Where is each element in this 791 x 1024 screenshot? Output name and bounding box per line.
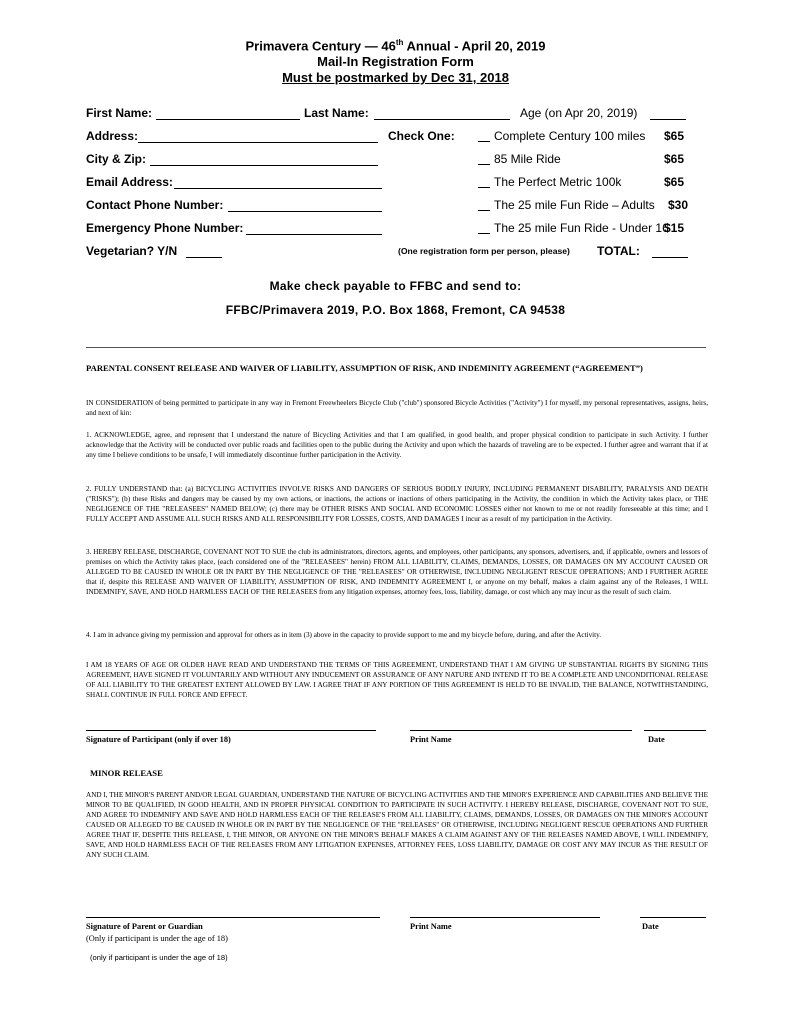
last-name-label: Last Name: — [304, 106, 369, 120]
vegetarian-label: Vegetarian? Y/N — [86, 244, 178, 258]
ride-option-fun-adults: The 25 mile Fun Ride – Adults — [494, 198, 655, 212]
emergency-phone-field[interactable] — [246, 234, 382, 235]
participant-signature-label: Signature of Participant (only if over 18) — [86, 735, 231, 744]
form-subtitle: Mail-In Registration Form — [317, 54, 474, 69]
contact-phone-field[interactable] — [228, 211, 382, 212]
mailing-address: FFBC/Primavera 2019, P.O. Box 1868, Fremont, CA 94538 — [225, 303, 566, 317]
title-superscript: th — [395, 38, 404, 47]
payment-instructions: Make check payable to FFBC and send to: — [269, 279, 522, 293]
age-label: Age (on Apr 20, 2019) — [520, 106, 638, 120]
address-label: Address: — [86, 129, 139, 143]
minor-release-title: MINOR RELEASE — [90, 768, 163, 778]
parent-date-label: Date — [642, 922, 659, 931]
last-name-field[interactable] — [374, 119, 510, 120]
city-zip-label: City & Zip: — [86, 152, 146, 166]
participant-print-name-line[interactable] — [410, 730, 632, 731]
city-zip-field[interactable] — [150, 165, 378, 166]
waiver-title: PARENTAL CONSENT RELEASE AND WAIVER OF LIABILITY, ASSUMPTION OF RISK, AND INDEMINITY AGREEMENT (“AGREEMENT”) — [86, 363, 643, 373]
ride-option-checkbox-metric[interactable] — [478, 187, 490, 188]
price-85: $65 — [664, 152, 685, 166]
deadline-notice — [0, 70, 791, 85]
ride-option-checkbox-85[interactable] — [478, 164, 490, 165]
email-field[interactable] — [174, 188, 382, 189]
total-label: TOTAL: — [597, 244, 640, 258]
price-century: $65 — [664, 129, 685, 143]
ride-option-checkbox-century[interactable] — [478, 141, 490, 142]
minor-release-text: AND I, THE MINOR'S PARENT AND/OR LEGAL GUARDIAN, UNDERSTAND THE NATURE OF BICYCLING ACTIVITIES AND THE MINOR'S EXPERIENCE AND CAPABILITIES AND BELIEVE THE MINOR TO BE QUALIFIED, IN GOOD HEALTH, AND IN PROPER PHYSICAL CONDITION TO PARTICIPATE IN SUCH ACTIVITY. I HEREBY RELEASE, DISCHARGE, COVENANT NOT TO SUE, AND AGREE TO INDEMNIFY AND SAVE AND HOLD HARMLESS EACH OF THE RELEASE'S FROM ALL LIABILITY, CLAIMS, DEMANDS, LOSSES, OR DAMAGES ON THE MINOR'S ACCOUNT CAUSED OR ALLEGED TO BE CAUSED IN WHOLE OR IN PART BY THE NEGLIGENCE OF THE "RELEASES" OR OTHERWISE, INCLUDING NEGLIGENT RESCUE OPERATIONS AND FURTHER AGREE THAT IF, DESPITE THIS RELEASE, I, THE MINOR, OR ANYONE ON THE MINOR'S BEHALF MAKES A CLAIM AGAINST ANY OF THE RELEASES NAMED ABOVE, I WILL INDEMNIFY, SAVE, AND HOLD HARMLESS EACH OF THE RELEASES FROM ANY LITIGATION EXPENSES, ATTORNEY FEES, LOSS LIABILITY, DAMAGE OR COST ANY MAY INCUR AS THE RESULT OF ANY SUCH CLAIM. — [86, 791, 708, 859]
parent-print-name-line[interactable] — [410, 917, 600, 918]
participant-date-line[interactable] — [644, 730, 706, 731]
participant-signature-line[interactable] — [86, 730, 376, 731]
emergency-phone-label: Emergency Phone Number: — [86, 221, 244, 235]
first-name-field[interactable] — [156, 119, 300, 120]
ride-option-century: Complete Century 100 miles — [494, 129, 646, 143]
section-divider — [86, 347, 706, 348]
price-metric: $65 — [664, 175, 685, 189]
title-text: Primavera Century — 46 — [245, 38, 396, 54]
price-fun-adults: $30 — [668, 198, 689, 212]
parent-signature-note: (Only if participant is under the age of 18) — [86, 934, 228, 943]
waiver-paragraph-4: 4. I am in advance giving my permission and approval for others as in item (3) above in the capacity to provide support to me and my bicycle before, during, and after the Activity. — [86, 631, 602, 639]
waiver-paragraph-2: 2. FULLY UNDERSTAND that: (a) BICYCLING ACTIVITIES INVOLVE RISKS AND DANGERS OF SERIOUS BODILY INJURY, INCLUDING PERMANENT DISABILITY, PARALYSIS AND DEATH ("RISKS"); (b) these Risks and dangers may be caused by my own actions, or inactions, the actions or inactions of others participating in the Activity, the condition in which the Activity takes place, or THE NEGLIGENCE OF THE "RELEASEES" NAMED BELOW; (c) there may be OTHER RISKS AND SOCIAL AND ECONOMIC LOSSES either not known to me or not readily foreseeable at this time; and I FULLY ACCEPT AND ASSUME ALL SUCH RISKS AND ALL RESPONSIBILITY FOR LOSSES, COSTS, AND DAMAGES I incur as a result of my participation in the Activity. — [86, 485, 708, 523]
deadline-text: Must be postmarked by Dec 31, 2018 — [282, 70, 509, 85]
ride-option-85: 85 Mile Ride — [494, 152, 561, 166]
waiver-paragraph-1: 1. ACKNOWLEDGE, agree, and represent that I understand the nature of Bicycling Activities and that I am qualified, in good health, and proper physical condition to participate in such Activity. I further acknowledge that the Activity will be conducted over public roads and facilities open to the public during the Activity and upon which the hazards of traveling are to be expected. I further agree and warrant that if at any time I believe conditions to be unsafe, I will immediately discontinue further participation in the Activity. — [86, 431, 708, 459]
ride-option-checkbox-fun-adults[interactable] — [478, 210, 490, 211]
contact-phone-label: Contact Phone Number: — [86, 198, 224, 212]
email-label: Email Address: — [86, 175, 173, 189]
participant-date-label: Date — [648, 735, 665, 744]
ride-option-checkbox-fun-under16[interactable] — [478, 233, 490, 234]
total-field[interactable] — [652, 257, 688, 258]
participant-print-name-label: Print Name — [410, 735, 452, 744]
form-title — [0, 38, 791, 53]
address-field[interactable] — [138, 142, 378, 143]
parent-date-line[interactable] — [640, 917, 706, 918]
one-form-note: (One registration form per person, please) — [398, 246, 570, 256]
first-name-label: First Name: — [86, 106, 153, 120]
parent-print-name-label: Print Name — [410, 922, 452, 931]
ride-option-fun-under16: The 25 mile Fun Ride - Under 16 — [494, 221, 669, 235]
parent-signature-line[interactable] — [86, 917, 380, 918]
price-fun-under16: $15 — [664, 221, 685, 235]
ride-option-metric: The Perfect Metric 100k — [494, 175, 622, 189]
age-field[interactable] — [650, 119, 686, 120]
parent-signature-label: Signature of Parent or Guardian — [86, 922, 203, 931]
waiver-intro: IN CONSIDERATION of being permitted to participate in any way in Fremont Freewheelers Bicycle Club ("club") sponsored Bicycle Activities ("Activity") I for myself, my personal representatives, assigns, heirs, and next of kin: — [86, 399, 708, 417]
waiver-paragraph-5: I AM 18 YEARS OF AGE OR OLDER HAVE READ AND UNDERSTAND THE TERMS OF THIS AGREEMENT, UNDERSTAND THAT I AM GIVING UP SUBSTANTIAL RIGHTS BY SIGNING THIS AGREEMENT, HAVE SIGNED IT VOLUNTARILY AND WITHOUT ANY INDUCEMENT OR ASSURANCE OF ANY NATURE AND INTEND IT TO BE A COMPLETE AND UNCONDITIONAL RELEASE OF ALL LIABILITY TO THE GREATEST EXTENT ALLOWED BY LAW. I AGREE THAT IF ANY PORTION OF THIS AGREEMENT IS HELD TO BE INVALID, THE BALANCE, NOTWITHSTANDING, SHALL CONTINUE IN FULL FORCE AND EFFECT. — [86, 661, 708, 699]
title-text-end: Annual - April 20, 2019 — [403, 38, 546, 54]
waiver-paragraph-3: 3. HEREBY RELEASE, DISCHARGE, COVENANT NOT TO SUE the club its administrators, directors, agents, and employees, other participants, any sponsors, advertisers, and, if applicable, owners and lessors of premises on which the Activity takes place, (each considered one of the "RELEASEES" herein) FROM ALL LIABILITY, CLAIMS, DEMANDS, LOSSES, OR DAMAGES ON MY ACCOUNT CAUSED OR ALLEGED TO BE CAUSED IN WHOLE OR IN PART BY THE NEGLIGENCE OF THE "RELEASEES" OR OTHERWISE, INCLUDING NEGLIGENT RESCUE OPERATIONS; AND I FURTHER AGREE that if, despite this RELEASE AND WAIVER OF LIABILITY, ASSUMPTION OF RISK, AND INDEMNITY AGREEMENT I, or anyone on my behalf, makes a claim against any of the Releases, I WILL INDEMNIFY, SAVE, AND HOLD HARMLESS EACH OF THE RELEASEES from any litigation expenses, attorney fees, loss, liability, damage, or cost which any may incur as the result of such claim. — [86, 548, 708, 596]
vegetarian-field[interactable] — [186, 257, 222, 258]
check-one-label: Check One: — [388, 129, 455, 143]
footer-note: (only if participant is under the age of 18) — [90, 953, 228, 962]
